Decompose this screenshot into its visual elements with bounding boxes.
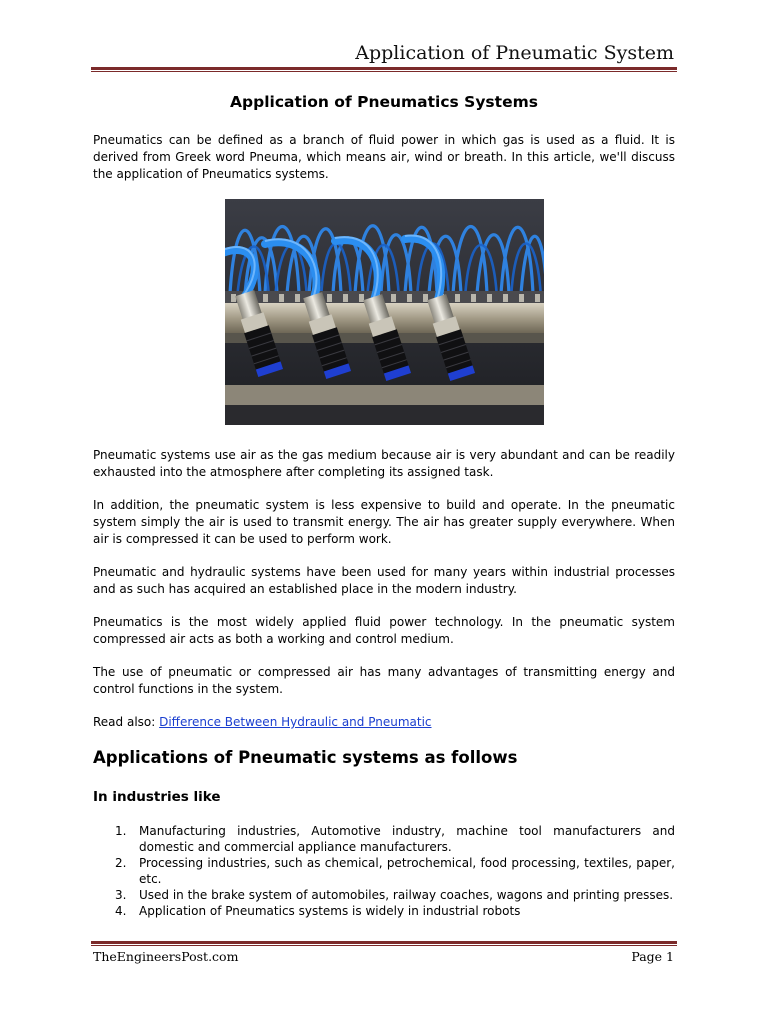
list-item-number: 2. bbox=[115, 856, 127, 870]
list-item bbox=[93, 887, 675, 903]
figure-container bbox=[93, 199, 675, 425]
header-rule bbox=[91, 67, 677, 72]
list-item bbox=[93, 903, 675, 919]
list-item-number: 4. bbox=[115, 904, 127, 918]
applications-heading: Applications of Pneumatic systems as follows bbox=[93, 748, 518, 767]
list-item-text: Used in the brake system of automobiles, railway coaches, wagons and printing presses. bbox=[139, 888, 674, 902]
paragraph-5: The use of pneumatic or compressed air has many advantages of transmitting energy and control functions in the system. bbox=[93, 665, 675, 696]
list-item-number: 1. bbox=[115, 824, 127, 838]
footer-rule bbox=[91, 941, 677, 946]
read-also-label: Read also: bbox=[93, 715, 160, 729]
list-item-text: Manufacturing industries, Automotive industry, machine tool manufacturers and domestic and commercial appliance manufacturers. bbox=[139, 824, 675, 854]
paragraph-3: Pneumatic and hydraulic systems have been used for many years within industrial processes and as such has acquired an established place in the modern industry. bbox=[93, 565, 675, 596]
industries-list bbox=[93, 823, 675, 919]
industries-subheading: In industries like bbox=[93, 789, 221, 805]
paragraph-4: Pneumatics is the most widely applied fluid power technology. In the pneumatic system compressed air acts as both a working and control medium. bbox=[93, 615, 675, 646]
running-header-title: Application of Pneumatic System bbox=[355, 42, 674, 64]
read-also-line bbox=[93, 714, 675, 731]
pneumatic-valves-photo bbox=[225, 199, 544, 425]
paragraph-2: In addition, the pneumatic system is less expensive to build and operate. In the pneumatic system simply the air is used to transmit energy. The air has greater supply everywhere. When air is compressed it can be used to perform work. bbox=[93, 498, 675, 546]
intro-paragraph: Pneumatics can be defined as a branch of fluid power in which gas is used as a fluid. It is derived from Greek word Pneuma, which means air, wind or breath. In this article, we'll discuss the application of Pneumatics systems. bbox=[93, 133, 675, 181]
article-body bbox=[93, 91, 675, 919]
list-item bbox=[93, 823, 675, 855]
list-item bbox=[93, 855, 675, 887]
list-item-text: Application of Pneumatics systems is widely in industrial robots bbox=[139, 904, 521, 918]
read-also-link[interactable]: Difference Between Hydraulic and Pneumatic bbox=[159, 715, 432, 729]
footer-site-name: TheEngineersPost.com bbox=[93, 949, 239, 964]
list-item-number: 3. bbox=[115, 888, 127, 902]
article-title: Application of Pneumatics Systems bbox=[230, 93, 538, 111]
list-item-text: Processing industries, such as chemical, petrochemical, food processing, textiles, paper, etc. bbox=[139, 856, 675, 886]
footer-page-number: Page 1 bbox=[631, 949, 674, 964]
paragraph-1: Pneumatic systems use air as the gas medium because air is very abundant and can be readily exhausted into the atmosphere after completing its assigned task. bbox=[93, 448, 675, 479]
